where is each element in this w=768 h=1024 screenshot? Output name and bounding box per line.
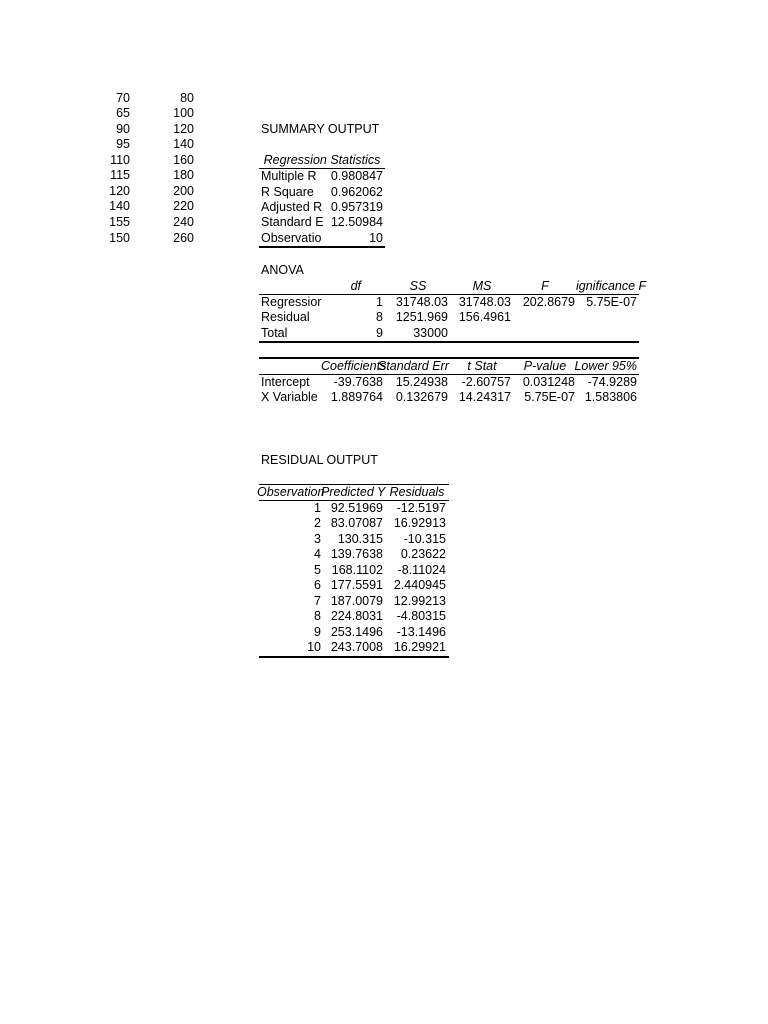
residual-observation: 3 xyxy=(314,532,321,546)
coef-header-standard-error: Standard Err xyxy=(378,359,449,373)
input-y-cell: 240 xyxy=(173,215,194,229)
residual-predicted-y: 253.1496 xyxy=(330,625,383,639)
residual-observation: 6 xyxy=(314,578,321,592)
stat-value: 12.50984 xyxy=(330,215,383,229)
coef-value: 1.889764 xyxy=(330,390,383,404)
input-y-cell: 160 xyxy=(173,153,194,167)
regression-statistics-header: Regression Statistics xyxy=(263,153,381,167)
anova-df: 8 xyxy=(376,310,383,324)
residual-predicted-y: 139.7638 xyxy=(330,547,383,561)
residual-header-residuals: Residuals xyxy=(389,485,445,499)
residual-observation: 5 xyxy=(314,563,321,577)
stat-label: Observatio xyxy=(261,231,322,245)
input-x-cell: 150 xyxy=(109,231,130,245)
coef-standard-error: 0.132679 xyxy=(395,390,448,404)
residual-value: -4.80315 xyxy=(396,609,446,623)
stat-value: 10 xyxy=(369,231,383,245)
stat-label: Multiple R xyxy=(261,169,317,183)
residual-observation: 1 xyxy=(314,501,321,515)
anova-df: 1 xyxy=(376,295,383,309)
table-rule xyxy=(259,656,449,658)
anova-header-ss: SS xyxy=(409,279,427,293)
coef-value: -39.7638 xyxy=(333,375,383,389)
summary-output-title: SUMMARY OUTPUT xyxy=(261,122,380,136)
coef-header-p-value: P-value xyxy=(523,359,567,373)
coef-t-stat: 14.24317 xyxy=(458,390,511,404)
stat-label: Standard E xyxy=(261,215,324,229)
residual-predicted-y: 177.5591 xyxy=(330,578,383,592)
input-y-cell: 100 xyxy=(173,106,194,120)
anova-row-label: Regressior xyxy=(261,295,322,309)
residual-value: -10.315 xyxy=(403,532,446,546)
coef-p-value: 0.031248 xyxy=(522,375,575,389)
coef-row-label: X Variable xyxy=(261,390,318,404)
residual-value: 0.23622 xyxy=(400,547,446,561)
anova-header-ms: MS xyxy=(472,279,492,293)
coef-t-stat: -2.60757 xyxy=(461,375,511,389)
anova-f: 202.8679 xyxy=(522,295,575,309)
residual-header-predicted-y: Predicted Y xyxy=(321,485,386,499)
anova-header-significance: ignificance F xyxy=(576,279,647,293)
stat-value: 0.980847 xyxy=(330,169,383,183)
anova-header-df: df xyxy=(350,279,361,293)
table-rule xyxy=(259,246,385,248)
residual-observation: 8 xyxy=(314,609,321,623)
stat-value: 0.957319 xyxy=(330,200,383,214)
residual-predicted-y: 224.8031 xyxy=(330,609,383,623)
input-x-cell: 95 xyxy=(116,137,130,151)
residual-value: 2.440945 xyxy=(393,578,446,592)
residual-predicted-y: 187.0079 xyxy=(330,594,383,608)
anova-ms: 156.4961 xyxy=(458,310,511,324)
table-rule xyxy=(259,341,639,343)
input-x-cell: 65 xyxy=(116,106,130,120)
residual-observation: 9 xyxy=(314,625,321,639)
anova-row-label: Total xyxy=(261,326,288,340)
coef-lower-95: -74.9289 xyxy=(587,375,637,389)
residual-value: -8.11024 xyxy=(397,563,446,577)
residual-predicted-y: 130.315 xyxy=(337,532,383,546)
anova-header-f: F xyxy=(541,279,549,293)
stat-label: R Square xyxy=(261,185,314,199)
stat-label: Adjusted R xyxy=(261,200,323,214)
anova-ss: 33000 xyxy=(413,326,448,340)
residual-predicted-y: 168.1102 xyxy=(331,563,383,577)
residual-value: 16.29921 xyxy=(393,640,446,654)
residual-output-title: RESIDUAL OUTPUT xyxy=(261,453,378,467)
input-y-cell: 80 xyxy=(180,91,194,105)
input-y-cell: 140 xyxy=(173,137,194,151)
coef-header-coefficients: Coefficients xyxy=(321,359,387,373)
residual-value: -13.1496 xyxy=(396,625,446,639)
input-x-cell: 90 xyxy=(116,122,130,136)
input-x-cell: 110 xyxy=(110,153,130,167)
residual-value: -12.5197 xyxy=(396,501,446,515)
input-x-cell: 140 xyxy=(109,199,130,213)
input-y-cell: 220 xyxy=(173,199,194,213)
anova-df: 9 xyxy=(376,326,383,340)
residual-observation: 2 xyxy=(314,516,321,530)
anova-ms: 31748.03 xyxy=(458,295,511,309)
coef-standard-error: 15.24938 xyxy=(395,375,448,389)
stat-value: 0.962062 xyxy=(330,185,383,199)
residual-observation: 4 xyxy=(314,547,321,561)
residual-header-observation: Observation xyxy=(257,485,325,499)
residual-predicted-y: 83.07087 xyxy=(330,516,383,530)
input-y-cell: 200 xyxy=(173,184,194,198)
anova-significance: 5.75E-07 xyxy=(586,295,637,309)
anova-title: ANOVA xyxy=(261,263,304,277)
residual-predicted-y: 243.7008 xyxy=(330,640,383,654)
input-x-cell: 115 xyxy=(110,168,130,182)
coef-p-value: 5.75E-07 xyxy=(524,390,575,404)
input-y-cell: 120 xyxy=(173,122,194,136)
input-y-cell: 260 xyxy=(173,231,194,245)
input-y-cell: 180 xyxy=(173,168,194,182)
coef-row-label: Intercept xyxy=(261,375,310,389)
coef-header-lower-95: Lower 95% xyxy=(574,359,637,373)
residual-observation: 10 xyxy=(307,640,321,654)
residual-observation: 7 xyxy=(314,594,321,608)
anova-ss: 31748.03 xyxy=(395,295,448,309)
residual-value: 12.99213 xyxy=(393,594,446,608)
input-x-cell: 120 xyxy=(109,184,130,198)
anova-row-label: Residual xyxy=(261,310,310,324)
residual-predicted-y: 92.51969 xyxy=(330,501,383,515)
input-x-cell: 155 xyxy=(109,215,130,229)
coef-header-t-stat: t Stat xyxy=(467,359,497,373)
residual-value: 16.92913 xyxy=(393,516,446,530)
anova-ss: 1251.969 xyxy=(395,310,448,324)
coef-lower-95: 1.583806 xyxy=(584,390,637,404)
input-x-cell: 70 xyxy=(116,91,130,105)
